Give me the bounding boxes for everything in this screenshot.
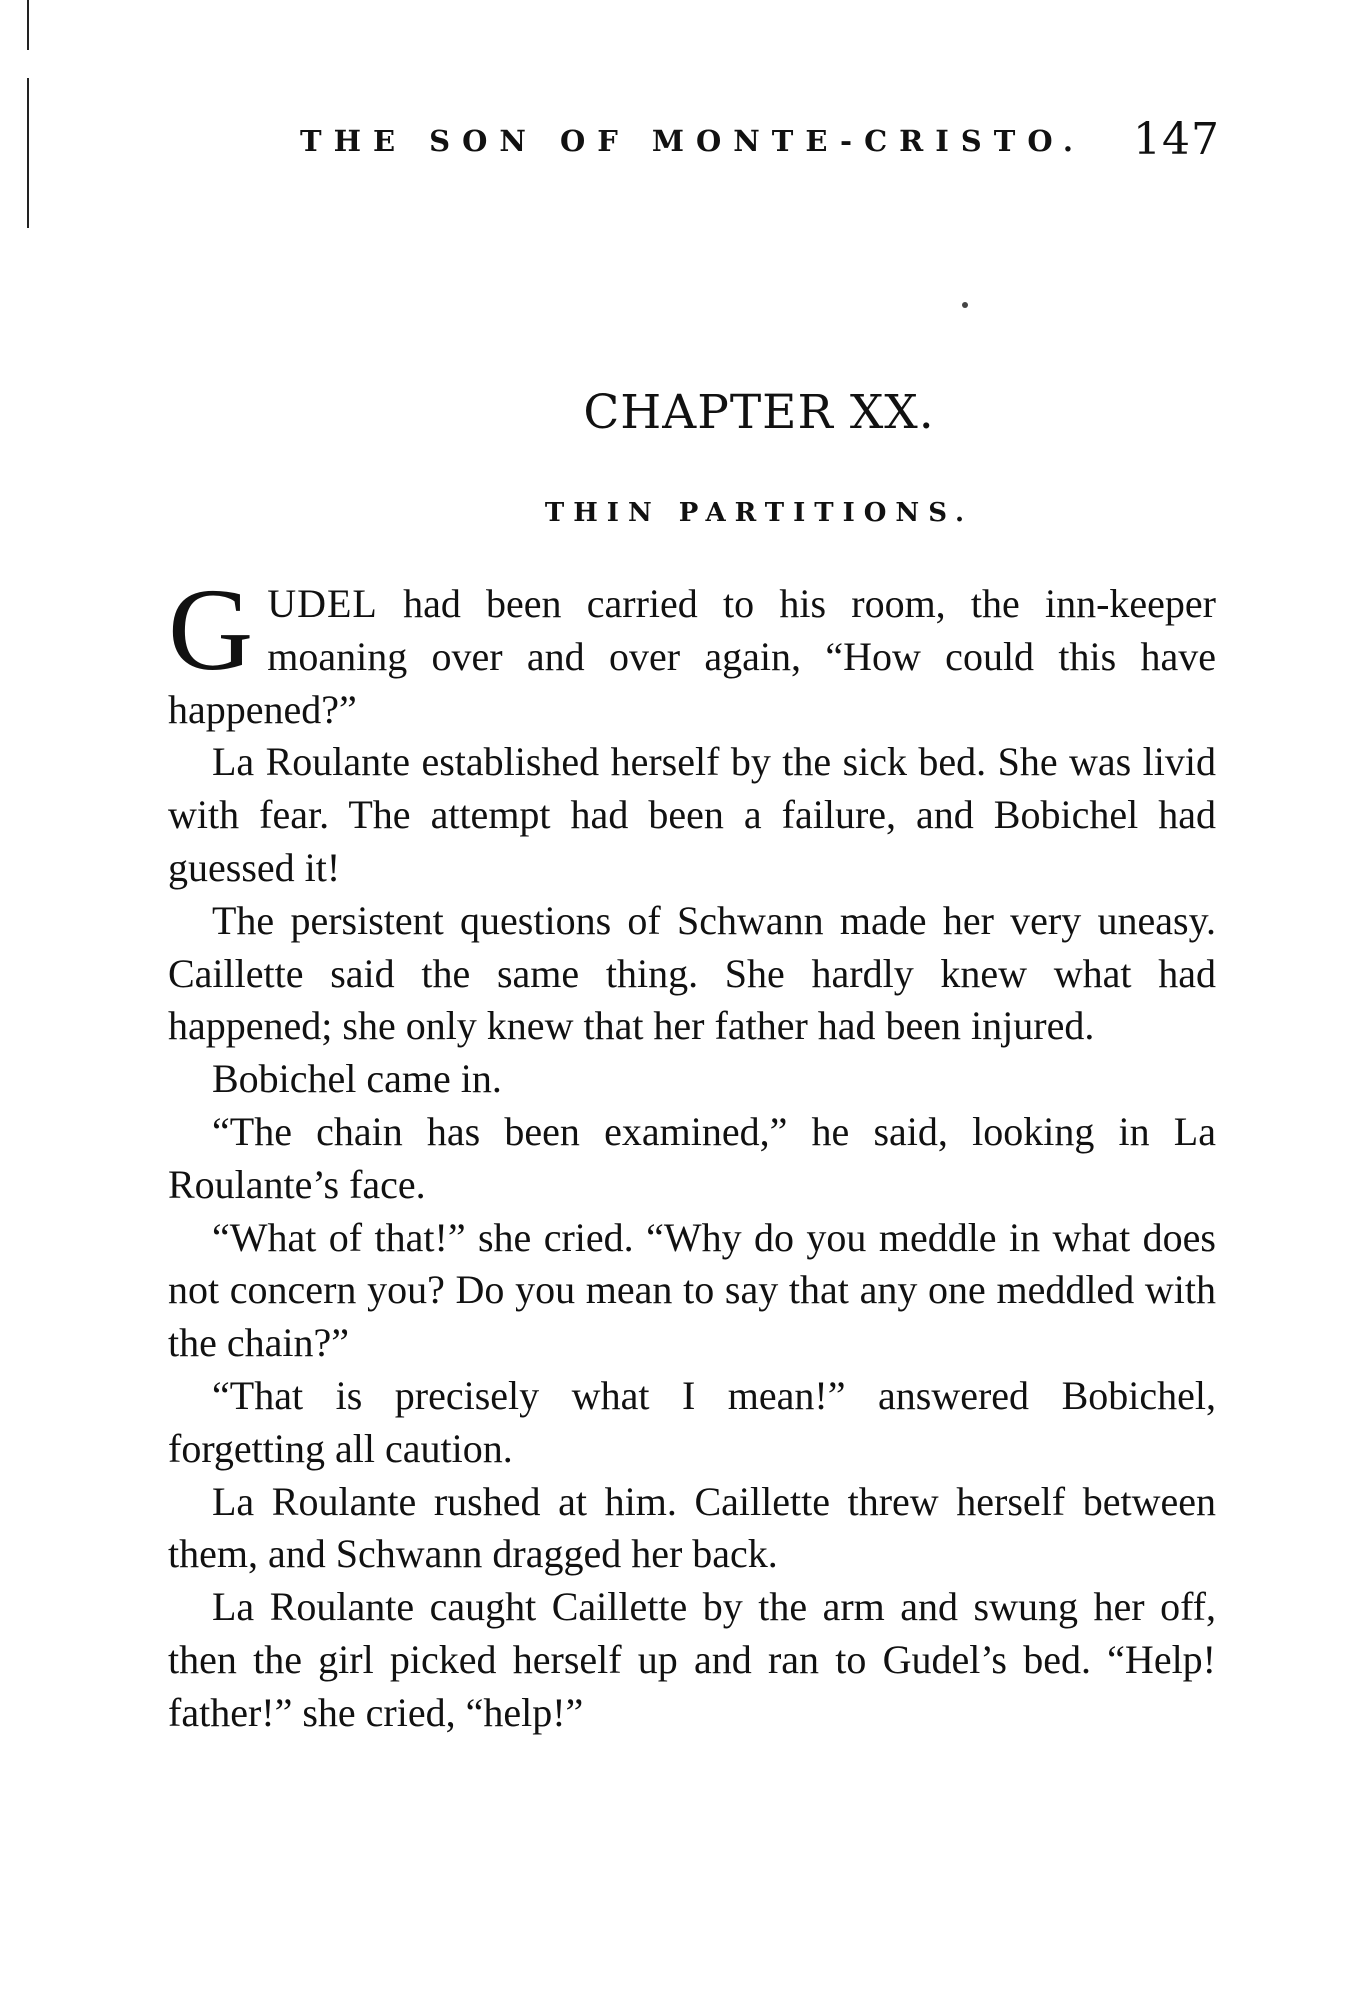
running-title: THE SON OF MONTE-CRISTO. xyxy=(300,124,1085,158)
chapter-text xyxy=(168,564,1216,1740)
drop-cap: G xyxy=(168,564,254,695)
paragraph xyxy=(168,564,1216,736)
paragraph: “What of that!” she cried. “Why do you meddle in what does not concern you? Do you mean to say that any one meddled with the chain?” xyxy=(168,1214,1216,1366)
paragraph: La Roulante established herself by the sick bed. She was livid with fear. The attempt had been a failure, and Bobichel had guessed it! xyxy=(168,739,1216,890)
scan-edge-line xyxy=(27,78,29,228)
ink-speck xyxy=(962,302,968,308)
paragraph: Bobichel came in. xyxy=(212,1056,502,1102)
paragraph: The persistent questions of Schwann made her very uneasy. Caillette said the same thing. She hardly knew what had happened; she only knew that her father had been injured. xyxy=(168,897,1216,1049)
paragraph: La Roulante caught Caillette by the arm and swung her off, then the girl picked herself up and ran to Gudel’s bed. “Help! father!” she cried, “help!” xyxy=(168,1584,1216,1735)
opening-word: UDEL xyxy=(267,581,378,626)
running-head xyxy=(300,112,1220,172)
page-number: 147 xyxy=(1133,114,1220,165)
chapter-subtitle: THIN PARTITIONS. xyxy=(544,498,974,528)
paragraph: “The chain has been examined,” he said, looking in La Roulante’s face. xyxy=(168,1108,1216,1207)
paragraph: La Roulante rushed at him. Caillette threw herself between them, and Schwann dragged her back. xyxy=(168,1478,1216,1577)
paragraph: “That is precisely what I mean!” answered Bobichel, forgetting all caution. xyxy=(168,1372,1216,1471)
chapter-title: CHAPTER XX. xyxy=(583,385,935,440)
scan-edge-line xyxy=(27,0,29,50)
paragraph-text: had been carried to his room, the inn-keeper moaning over and over again, “How could this have happened?” xyxy=(168,581,1216,732)
